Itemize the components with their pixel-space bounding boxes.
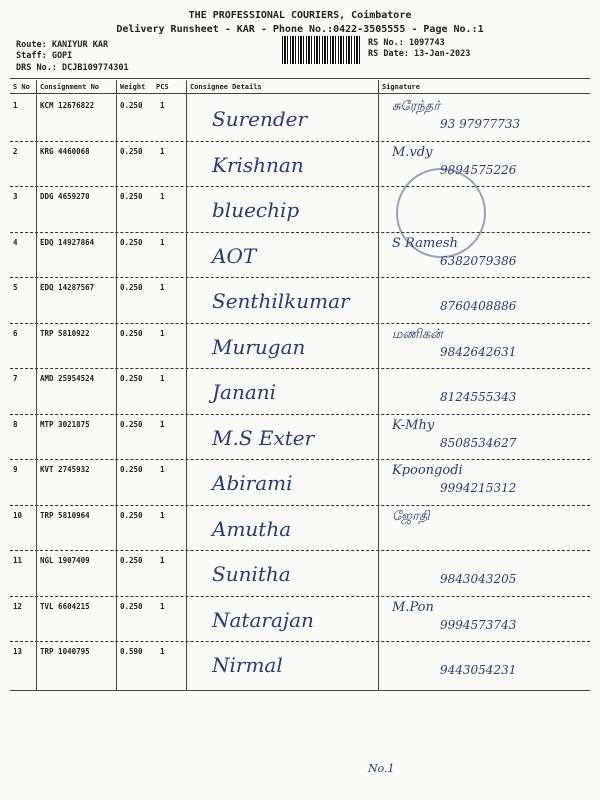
- row-weight: 0.250: [120, 374, 143, 383]
- row-pcs: 1: [160, 374, 165, 383]
- row-divider: [10, 186, 590, 187]
- row-divider: [10, 459, 590, 460]
- row-consignee-name: bluechip: [212, 198, 300, 222]
- row-divider: [10, 368, 590, 369]
- row-weight: 0.250: [120, 283, 143, 292]
- table-top-rule: [10, 78, 590, 79]
- row-phone: 9843043205: [440, 572, 517, 586]
- route-label: Route: KANIYUR KAR: [16, 40, 109, 50]
- row-phone: 9842642631: [440, 344, 517, 359]
- row-weight: 0.250: [120, 419, 143, 429]
- row-divider: [10, 550, 590, 551]
- row-consignment: NGL 1907409: [40, 556, 90, 565]
- row-signature: S Ramesh: [392, 235, 458, 251]
- row-divider: [10, 232, 590, 233]
- row-consignment: TVL 6604215: [40, 601, 90, 611]
- table-bottom-rule: [10, 690, 590, 691]
- row-weight: 0.250: [120, 510, 143, 520]
- col-consignee: Consignee Details: [190, 83, 262, 91]
- row-pcs: 1: [160, 601, 165, 611]
- row-sno: 4: [13, 237, 18, 247]
- row-pcs: 1: [160, 419, 165, 429]
- row-consignment: KVT 2745932: [40, 465, 90, 474]
- row-consignee-name: Senthilkumar: [212, 289, 350, 313]
- row-phone: 8508534627: [440, 435, 517, 450]
- row-consignee-name: M.S Exter: [212, 425, 315, 450]
- row-sno: 12: [13, 601, 23, 611]
- column-divider: [186, 80, 187, 690]
- row-sno: 3: [13, 192, 18, 201]
- row-pcs: 1: [160, 556, 165, 565]
- row-phone: 9994215312: [440, 481, 517, 495]
- row-pcs: 1: [160, 237, 165, 247]
- col-signature: Signature: [382, 83, 420, 91]
- col-pcs: PCS: [156, 83, 169, 91]
- row-weight: 0.250: [120, 101, 143, 110]
- row-signature: K-Mhy: [392, 417, 435, 433]
- row-weight: 0.250: [120, 192, 143, 201]
- row-phone: 8760408886: [440, 299, 517, 313]
- row-consignee-name: AOT: [212, 243, 257, 268]
- row-divider: [10, 596, 590, 597]
- row-consignment: TRP 1040795: [40, 647, 90, 656]
- row-pcs: 1: [160, 101, 165, 110]
- row-consignee-name: Murugan: [212, 334, 306, 359]
- row-signature: M.Pon: [392, 599, 434, 615]
- row-consignee-name: Abirami: [212, 471, 293, 495]
- row-phone: 93 97977733: [440, 117, 521, 131]
- rs-date: RS Date: 13-Jan-2023: [368, 49, 471, 59]
- row-consignee-name: Janani: [212, 380, 277, 404]
- row-pcs: 1: [160, 192, 165, 201]
- row-signature: ஜோதி: [392, 508, 430, 524]
- col-consignment: Consignment No: [40, 83, 100, 91]
- column-divider: [378, 80, 379, 690]
- row-weight: 0.250: [120, 601, 143, 611]
- page-mark: No.1: [368, 762, 395, 775]
- row-phone: 9443054231: [440, 663, 517, 677]
- row-consignee-name: Sunitha: [212, 562, 291, 586]
- row-pcs: 1: [160, 283, 165, 292]
- row-consignee-name: Surender: [212, 107, 308, 131]
- row-consignment: EDQ 14287567: [40, 283, 95, 292]
- row-sno: 5: [13, 283, 18, 292]
- row-sno: 6: [13, 328, 18, 338]
- row-consignee-name: Nirmal: [212, 653, 283, 677]
- staff-label: Staff: GOPI: [16, 51, 73, 61]
- row-sno: 1: [13, 101, 18, 110]
- row-phone: 9894575226: [440, 162, 517, 177]
- column-divider: [116, 80, 117, 690]
- row-weight: 0.250: [120, 465, 143, 474]
- row-weight: 0.250: [120, 237, 143, 247]
- row-pcs: 1: [160, 146, 165, 156]
- row-divider: [10, 277, 590, 278]
- col-sno: S No: [13, 83, 30, 91]
- row-phone: 6382079386: [440, 253, 517, 268]
- row-consignee-name: Krishnan: [212, 152, 304, 177]
- header-rule: [10, 93, 590, 94]
- row-sno: 10: [13, 510, 23, 520]
- row-pcs: 1: [160, 328, 165, 338]
- row-weight: 0.590: [120, 647, 143, 656]
- row-consignment: TRP 5810964: [40, 510, 90, 520]
- row-sno: 13: [13, 647, 23, 656]
- row-divider: [10, 141, 590, 142]
- office-stamp: [396, 168, 486, 258]
- row-consignment: AMD 25954524: [40, 374, 95, 383]
- row-signature: Kpoongodi: [392, 463, 463, 478]
- row-pcs: 1: [160, 510, 165, 520]
- row-divider: [10, 323, 590, 324]
- row-weight: 0.250: [120, 556, 143, 565]
- row-phone: 8124555343: [440, 390, 517, 404]
- row-consignment: KRG 4460068: [40, 146, 90, 156]
- col-weight: Weight: [120, 83, 146, 91]
- row-signature: மணிகன்: [392, 326, 443, 342]
- company-heading: THE PROFESSIONAL COURIERS, Coimbatore: [188, 10, 412, 21]
- row-sno: 2: [13, 146, 18, 156]
- row-sno: 9: [13, 465, 18, 474]
- row-divider: [10, 641, 590, 642]
- barcode: [282, 36, 360, 64]
- column-divider: [36, 80, 37, 690]
- row-consignment: KCM 12676822: [40, 101, 95, 110]
- row-signature: M.vdy: [392, 144, 433, 160]
- row-phone: 9994573743: [440, 617, 517, 632]
- row-consignment: TRP 5810922: [40, 328, 90, 338]
- row-signature: சுரேந்தர்: [392, 99, 441, 114]
- rs-number: RS No.: 1097743: [368, 38, 445, 48]
- row-sno: 7: [13, 374, 18, 383]
- row-consignment: EDQ 14927864: [40, 237, 95, 247]
- row-divider: [10, 505, 590, 506]
- row-pcs: 1: [160, 647, 165, 656]
- row-pcs: 1: [160, 465, 165, 474]
- row-consignment: MTP 3021875: [40, 419, 90, 429]
- row-consignee-name: Amutha: [212, 516, 292, 541]
- row-sno: 11: [13, 556, 23, 565]
- row-consignee-name: Natarajan: [212, 607, 314, 632]
- row-sno: 8: [13, 419, 18, 429]
- row-divider: [10, 414, 590, 415]
- row-weight: 0.250: [120, 328, 143, 338]
- runsheet-title: Delivery Runsheet - KAR - Phone No.:0422-3505555 - Page No.:1: [116, 24, 484, 35]
- row-weight: 0.250: [120, 146, 143, 156]
- row-consignment: DDG 4659270: [40, 192, 90, 201]
- drs-number: DRS No.: DCJB109774301: [16, 63, 129, 73]
